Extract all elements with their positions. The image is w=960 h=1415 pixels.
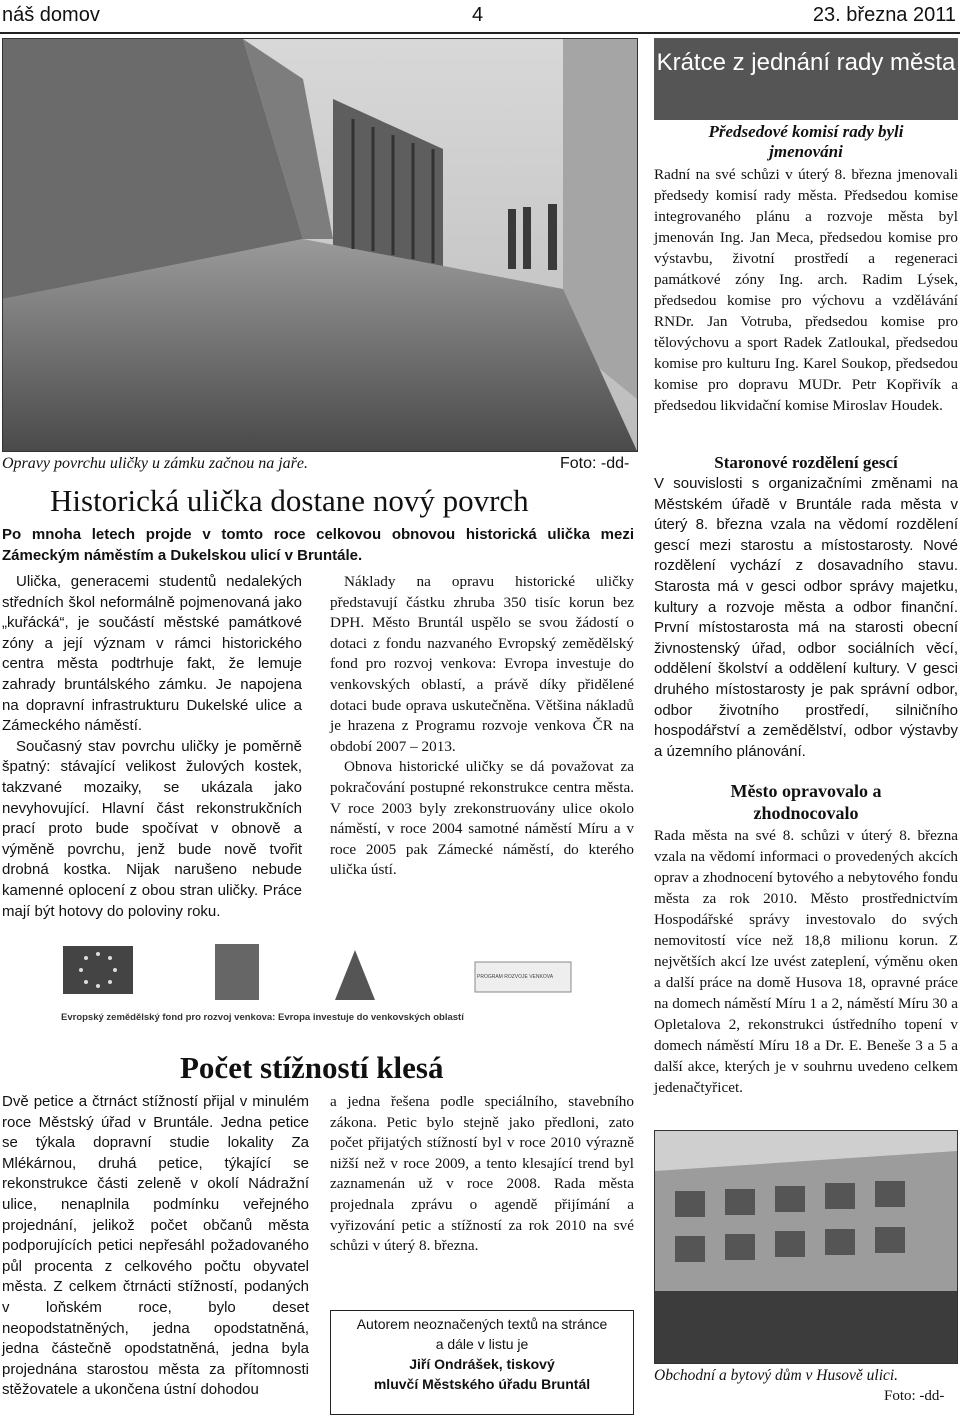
page-header <box>0 0 960 34</box>
article-column-2 <box>330 1092 634 1257</box>
author-line: Autorem neoznačených textů na stránce <box>356 1316 608 1332</box>
sidebar-heading: Město opravovalo a zhodnocovalo <box>730 781 882 823</box>
article-column-1 <box>2 572 302 922</box>
article-paragraph: Obnova historické uličky se dá považovat za pokračování postupné rekonstrukce centra města. V roce 2003 byly zrekonstruovány ulice okolo náměstí, v roce 2004 samotné náměstí Míru a v roce 2005 pak Zámecké náměstí, do kterého ulička ústí. <box>330 758 634 879</box>
article-paragraph: Náklady na opravu historické uličky představují částku zhruba 350 tisíc korun bez DPH. Město Bruntál uspělo se svou žádostí o dotaci z fondu nazvaného Evropský zemědělský fond pro rozvoj venkova: Evropa investuje do venkovských oblastí, a právě díky přidělené dotaci bude oprava uskutečněna. Většina nákladů je hrazena z Programu rozvoje venkova ČR na období 2007 – 2013. <box>330 573 634 755</box>
article-column-2 <box>330 572 634 881</box>
sidebar-heading: Předsedové komisí rady byli jmenováni <box>708 122 904 161</box>
photo-caption: Obchodní a bytový dům v Husově ulici. <box>654 1367 899 1384</box>
author-line: a dále v listu je <box>435 1336 529 1352</box>
issue-date: 23. března 2011 <box>812 4 956 26</box>
author-box <box>330 1310 634 1415</box>
sidebar-banner: Krátce z jednání rady města <box>654 38 958 120</box>
author-role: mluvčí Městského úřadu Bruntál <box>373 1376 591 1392</box>
article-paragraph: Dvě petice a čtrnáct stížností přijal v minulém roce Městský úřad v Bruntále. Jedna petice se týkala dopravní studie lokality Za Mlékárnou, druhá petice, týkající se rekonstrukce části zeleně v okolí Nádražní ulice, nenaplnila podmínku veřejného projednání, jelikož počet občanů města podporujících petici nepřesáhl požadovaného půl procenta z celkového počtu obyvatel města. Z celkem čtrnácti stížností, podaných v loňském roce, bylo deset neopodstatněných, jedna opodstatněná, jedna částečně opodstatněná, jedna byla projednána starostou města za přítomnosti stěžovatele a ukončena ústní dohodou <box>2 1093 309 1399</box>
program-label: PROGRAM ROZVOJE VENKOVA <box>477 974 554 980</box>
article-lead: Po mnoha letech projde v tomto roce celkovou obnovou historická ulička mezi Zámeckým náměstím a Dukelskou ulicí v Bruntále. <box>2 526 634 564</box>
sidebar-text: Rada města na své 8. schůzi v úterý 8. března vzala na vědomí informaci o provedených akcích oprav a zhodnocení bytového a nebytového fondu města za rok 2010. Město prostřednictvím Hospodářské správy investovalo do svých nemovitostí více než 18,8 milionu korun. Z největších akcí lze uvést zateplení, výměnu oken a další práce na domě Husova 18, opravné práce na domech náměstí Míru 1 a 2, náměstí Míru 30 a Opletalova 2, rekonstrukci ústředního topení v domech náměstí Míru 18 a Dr. E. Beneše 3 a 5 a další akce, kterých je v souhrnu uvedeno celkem jedenačtyřicet. <box>654 827 958 1096</box>
article-paragraph: a jedna řešena podle speciálního, stavebního zákona. Petic bylo stejně jako předloni, zato počet přijatých stížností byl v roce 2010 výrazně nižší než v roce 2009, a tento klesající trend byl zaznamenán už v roce 2008. Rada města projednala zprávu o agendě přijímání a vyřizování petic a stížností za rok 2010 na své schůzi v úterý 8. března. <box>330 1093 634 1255</box>
article-paragraph: Ulička, generacemi studentů nedalekých středních škol neformálně pojmenovaná jako „kuřácká“, je součástí městské památkové zóny a její význam v rámci historického centra města podtrhuje fakt, že lemuje zahrady bruntálského zámku. Je napojena na dopravní infrastrukturu Dukelské ulice a Zámeckého náměstí. <box>2 573 302 735</box>
page-number: 4 <box>472 4 484 26</box>
article-paragraph: Současný stav povrchu uličky je poměrně špatný: stávající velikost žulových kostek, takzvané mozaiky, se ukázala jako nevyhovující. Hlavní část rekonstrukčních prací proto bude spočívat v obnově a výměně povrchu, jenž bude nově tvořit drobná kostka. Nijak narušeno nebude kamenné oplocení z obou stran uličky. Práce mají být hotovy do poloviny roku. <box>2 737 302 920</box>
photo-credit: Foto: -dd- <box>884 1388 945 1404</box>
eu-funding-banner <box>55 942 623 1032</box>
sidebar-heading: Staronové rozdělení gescí <box>714 453 898 472</box>
article-title: Historická ulička dostane nový povrch <box>50 483 529 518</box>
article-title: Počet stížností klesá <box>180 1050 444 1085</box>
building-photo-image <box>655 1131 957 1363</box>
building-photo <box>654 1130 958 1364</box>
sidebar-text: Radní na své schůzi v úterý 8. března jmenovali předsedy komisí rady města. Předsedou komise integrovaného plánu a rozvoje města byl jmenován Ing. Jan Meca, předsedou komise pro výstavbu, životní prostředí a regeneraci památkové zóny Ing. arch. Radim Lýsek, předsedou komise pro výchovu a vzdělávání RNDr. Jan Votruba, předsedou komise pro tělovýchovu a sport Radek Zatloukal, předsedou komise pro kulturu Ing. Karel Soukop, předsedou komise pro dopravu MUDr. Petr Kopřivík a předsedou likvidační komise Miroslav Houdek. <box>654 166 958 414</box>
main-photo <box>2 38 638 452</box>
photo-caption: Opravy povrchu uličky u zámku začnou na jaře. <box>2 455 308 472</box>
eu-banner-text: Evropský zemědělský fond pro rozvoj venkova: Evropa investuje do venkovských oblastí <box>61 1012 464 1023</box>
photo-credit: Foto: -dd- <box>560 455 630 472</box>
eu-logos <box>55 942 623 1004</box>
sidebar-text: V souvislosti s organizačními změnami na Městském úřadě v Bruntále rada města v úterý 8. března vzala na vědomí rozdělení gescí mezi starostu a místostarosty. Nové rozdělení vychází z dosavadního stavu. Starosta má v gesci odbor správy majetku, kultury a rozvoje města a odbor finanční. První místostarosta má na starosti obecní živnostenský úřad, odbor sociálních věcí, oddělení školství a oddělení kultury. V gesci druhého místostarosty je pak správní odbor, odbor životního prostředí, silničního hospodářství a zemědělství, odbor výstavby a územního plánování. <box>654 475 958 760</box>
section-name: náš domov <box>2 4 100 26</box>
article-column-1 <box>2 1092 309 1401</box>
alley-photo-image <box>3 39 637 451</box>
author-name: Jiří Ondrášek, tiskový <box>409 1356 555 1372</box>
